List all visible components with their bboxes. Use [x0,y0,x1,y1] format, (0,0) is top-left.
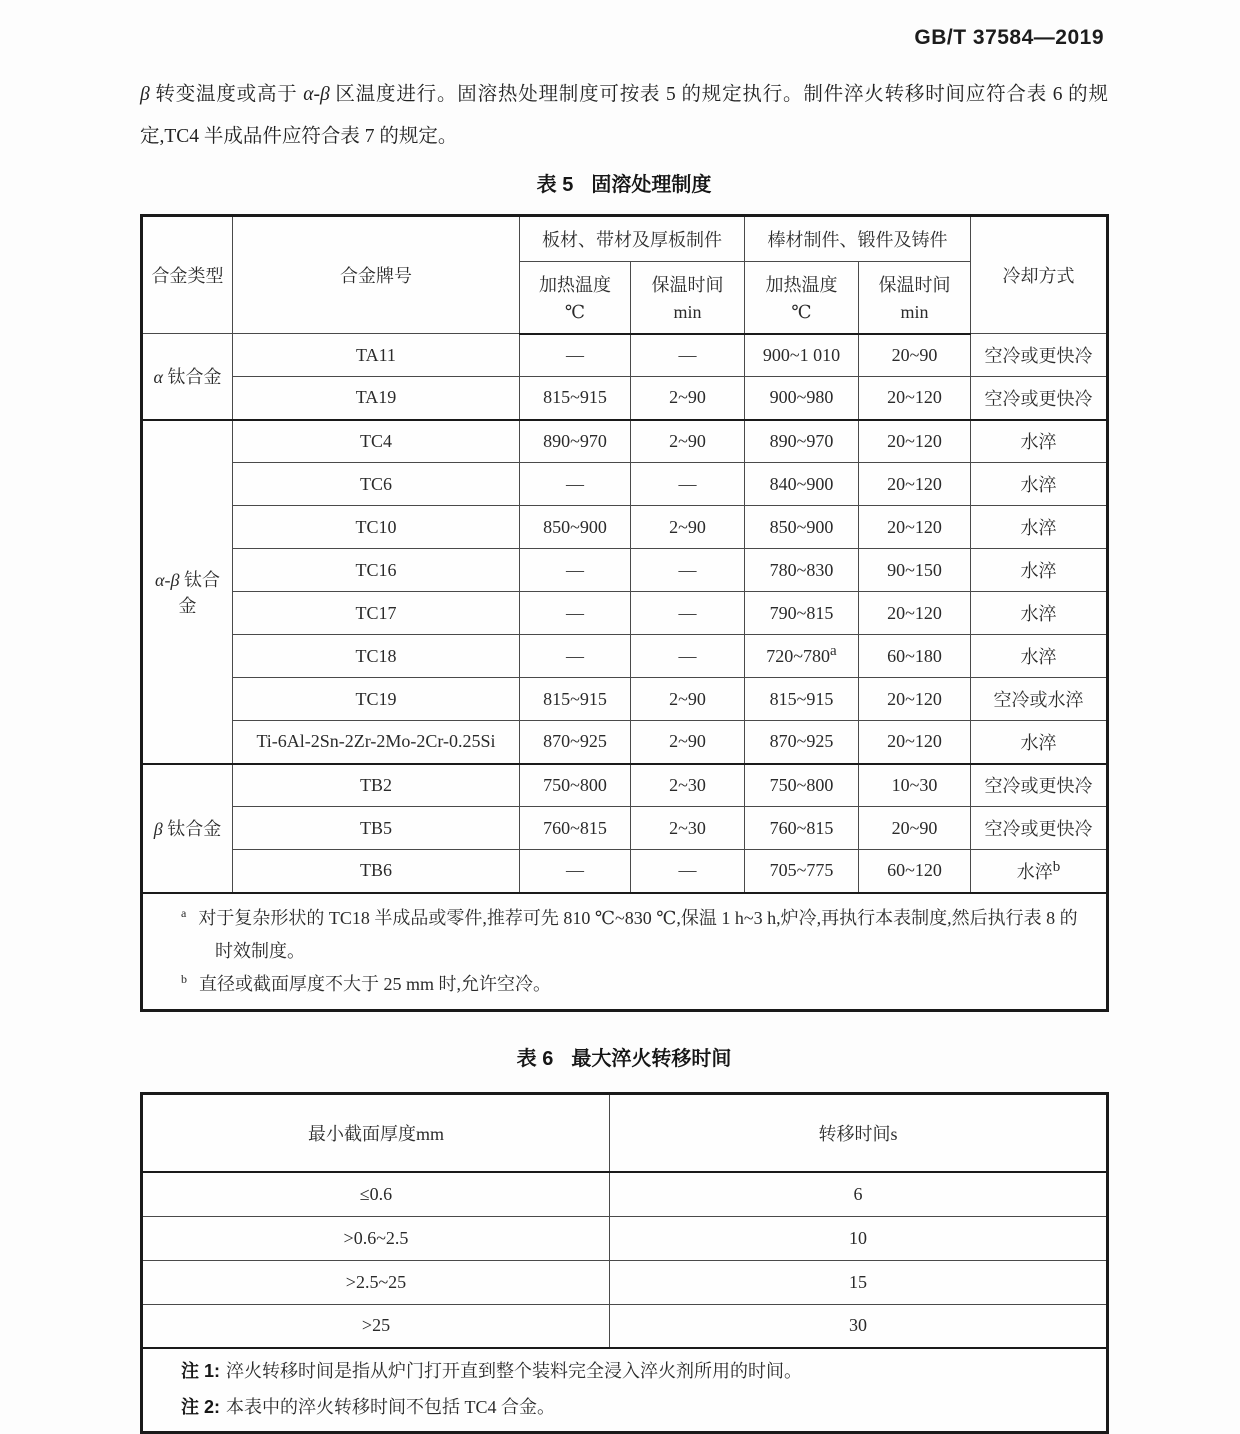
table5-row-tb2 [142,764,1108,807]
cell-bar-time: 20~120 [859,377,971,420]
cell-plate-temp: — [520,549,631,592]
cell-cooling: 水淬 [971,463,1108,506]
cell-plate-time: 2~30 [631,807,745,850]
header-label: 加热温度 [765,275,838,296]
table5-header [142,216,1108,334]
cell-bar-temp: 750~800 [745,764,859,807]
cell-cooling: 空冷或更快冷 [971,764,1108,807]
cell-time: 30 [610,1304,1108,1348]
table5-row-tc16 [142,549,1108,592]
cell-grade: Ti-6Al-2Sn-2Zr-2Mo-2Cr-0.25Si [233,721,520,764]
cell-bar-temp: 840~900 [745,463,859,506]
cell-time: 15 [610,1260,1108,1304]
footnote-a [143,902,1084,969]
cell-plate-time: — [631,549,745,592]
cell-grade: TC6 [233,463,520,506]
cell-grade: TB6 [233,850,520,893]
table5-row-tb5 [142,807,1108,850]
cell-plate-time: — [631,334,745,377]
cell-plate-temp: 760~815 [520,807,631,850]
cell-bar-temp: 890~970 [745,420,859,463]
table5-row-tc17 [142,592,1108,635]
table5-row-tc6 [142,463,1108,506]
table5-title-label: 表 5 [536,174,574,196]
cell-plate-temp: 870~925 [520,721,631,764]
group-symbol: β [153,819,163,839]
cell-cooling: 空冷或水淬 [971,678,1108,721]
cell-grade: TA19 [233,377,520,420]
group-name: 钛合金 [178,569,220,616]
header-unit: s [890,1124,898,1144]
table5-body [142,334,1108,1011]
footnote-b [143,968,1084,1001]
header-unit: mm [415,1124,444,1144]
header-label: 最小截面厚度 [307,1124,416,1144]
footnote-marker: b [181,972,187,987]
cell-plate-time: 2~90 [631,721,745,764]
cell-bar-temp: 780~830 [745,549,859,592]
cell-plate-temp: — [520,635,631,678]
header-label: 保温时间 [878,275,951,296]
beta-symbol: β [140,84,150,105]
table6-row [142,1216,1108,1260]
note-text: 本表中的淬火转移时间不包括 TC4 合金。 [226,1397,556,1417]
group-cell-beta [142,764,233,893]
footnote-marker-a: a [830,642,837,659]
table5-title [140,168,1108,197]
table6-quench-transfer-time [140,1092,1109,1434]
cell-plate-temp: — [520,463,631,506]
group-name: 钛合金 [162,819,222,839]
cell-plate-temp: 890~970 [520,420,631,463]
footnote-text: 直径或截面厚度不大于 25 mm 时,允许空冷。 [199,974,552,995]
cell-grade: TC18 [233,635,520,678]
cell-bar-time: 10~30 [859,764,971,807]
table6-row [142,1260,1108,1304]
cell-grade: TB2 [233,764,520,807]
cell-bar-temp: 760~815 [745,807,859,850]
cell-bar-time: 60~180 [859,635,971,678]
cell-cooling: 水淬 [971,592,1108,635]
group-cell-alpha-beta [142,420,233,764]
header-bar-heat-temp [745,262,859,334]
table5-row-ta11 [142,334,1108,377]
cell-time: 6 [610,1172,1108,1216]
header-unit: ℃ [791,302,812,323]
cell-bar-time: 20~120 [859,721,971,764]
table6-title-label: 表 6 [516,1048,554,1070]
table5-title-text: 固溶处理制度 [591,174,712,196]
cell-bar-temp: 850~900 [745,506,859,549]
header-min-thickness [142,1094,610,1173]
header-transfer-time [610,1094,1108,1173]
cell-cooling [971,850,1108,893]
group-name: 钛合金 [162,367,222,388]
table5-row-tc10 [142,506,1108,549]
cell-cooling: 水淬 [971,420,1108,463]
cell-plate-time: 2~90 [631,420,745,463]
footnote-text: 对于复杂形状的 TC18 半成品或零件,推荐可先 810 ℃~830 ℃,保温 1 h~3 h,炉冷,再执行本表制度,然后执行表 8 的时效制度。 [198,907,1078,961]
header-plate-heat-temp [520,262,631,334]
intro-text: 转变温度或高于 [149,84,304,105]
table5-row-ti6al [142,721,1108,764]
table5-solution-treatment [140,214,1109,1012]
cell-grade: TC16 [233,549,520,592]
cell-bar-temp: 790~815 [745,592,859,635]
cell-time: 10 [610,1216,1108,1260]
cell-cooling: 空冷或更快冷 [971,807,1108,850]
table6-notes-cell [142,1348,1108,1433]
cell-cooling: 水淬 [971,635,1108,678]
header-plate-hold-time [631,262,745,334]
table5-row-tc19 [142,678,1108,721]
table6-row [142,1172,1108,1216]
group-symbol: α [153,367,163,388]
cell-cooling: 空冷或更快冷 [971,334,1108,377]
cell-bar-temp: 900~1 010 [745,334,859,377]
cell-thickness: >25 [142,1304,610,1348]
table5-footnotes-cell [142,893,1108,1011]
cell-plate-temp: 850~900 [520,506,631,549]
group-symbol: α-β [155,569,180,590]
table6-title [140,1042,1108,1071]
header-unit: min [900,302,929,323]
header-label: 转移时间 [818,1124,891,1144]
standard-number: GB/T 37584—2019 [914,26,1104,49]
cell-cooling: 水淬 [971,549,1108,592]
cell-plate-temp: — [520,592,631,635]
cell-plate-temp: 815~915 [520,377,631,420]
cell-plate-time: — [631,635,745,678]
intro-text: 区温度进行。固溶热处理制度可按表 5 的规定执行。制件淬火转移时间应符合表 6 的规定,TC4 半成品件应符合表 7 的规定。 [140,84,1108,147]
cell-plate-temp: — [520,850,631,893]
table5-row-tc4 [142,420,1108,463]
cell-plate-time: — [631,850,745,893]
table6-header-row [142,1094,1108,1173]
cell-plate-temp: — [520,334,631,377]
cell-bar-time: 20~120 [859,463,971,506]
cell-bar-time: 20~90 [859,807,971,850]
table6-row [142,1304,1108,1348]
cell-cooling: 水淬 [971,721,1108,764]
footnote-marker: a [181,905,187,920]
cell-grade: TC10 [233,506,520,549]
note-2 [181,1389,1090,1425]
cell-bar-time: 20~120 [859,420,971,463]
cell-plate-time: 2~90 [631,678,745,721]
cell-bar-temp: 900~980 [745,377,859,420]
cell-bar-time: 20~120 [859,506,971,549]
cell-grade: TC17 [233,592,520,635]
table6-header [142,1094,1108,1173]
cell-value: 720~780 [766,645,831,666]
header-group-plate: 板材、带材及厚板制件 [520,216,745,262]
cell-plate-time: — [631,463,745,506]
cell-thickness: ≤0.6 [142,1172,610,1216]
table6-body [142,1172,1108,1433]
cell-plate-temp: 815~915 [520,678,631,721]
table5-footnotes-row [142,893,1108,1011]
table6-notes-row [142,1348,1108,1433]
header-group-bar: 棒材制件、锻件及铸件 [745,216,971,262]
cell-bar-temp [745,635,859,678]
header-label: 加热温度 [539,275,611,296]
header-alloy-type: 合金类型 [142,216,233,334]
cell-bar-time: 60~120 [859,850,971,893]
cell-plate-time: — [631,592,745,635]
group-cell-alpha [142,334,233,420]
footnote-marker-b: b [1052,858,1061,875]
cell-grade: TC19 [233,678,520,721]
cell-bar-time: 20~90 [859,334,971,377]
header-label: 保温时间 [651,275,724,296]
cell-cooling: 空冷或更快冷 [971,377,1108,420]
cell-thickness: >2.5~25 [142,1260,610,1304]
cell-plate-time: 2~30 [631,764,745,807]
cell-bar-time: 90~150 [859,549,971,592]
header-unit: min [673,302,702,323]
table5-row-ta19 [142,377,1108,420]
intro-paragraph [140,74,1108,158]
cell-bar-temp: 870~925 [745,721,859,764]
alpha-beta-symbol: α-β [303,84,330,105]
header-bar-hold-time [859,262,971,334]
cell-plate-temp: 750~800 [520,764,631,807]
header-grade: 合金牌号 [233,216,520,334]
cell-plate-time: 2~90 [631,377,745,420]
table5-row-tc18 [142,635,1108,678]
note-label: 注 1: [181,1361,221,1381]
cell-bar-time: 20~120 [859,678,971,721]
table5-row-tb6 [142,850,1108,893]
note-1 [181,1353,1090,1389]
header-unit: ℃ [564,302,586,323]
cell-grade: TA11 [233,334,520,377]
cell-grade: TB5 [233,807,520,850]
cell-thickness: >0.6~2.5 [142,1216,610,1260]
table6-title-text: 最大淬火转移时间 [571,1048,732,1070]
cell-grade: TC4 [233,420,520,463]
note-label: 注 2: [181,1397,221,1417]
cell-cooling: 水淬 [971,506,1108,549]
table5-header-group-row [142,216,1108,262]
header-cooling: 冷却方式 [971,216,1108,334]
cell-bar-temp: 815~915 [745,678,859,721]
cell-bar-time: 20~120 [859,592,971,635]
cell-value: 水淬 [1016,861,1053,882]
cell-plate-time: 2~90 [631,506,745,549]
cell-bar-temp: 705~775 [745,850,859,893]
note-text: 淬火转移时间是指从炉门打开直到整个装料完全浸入淬火剂所用的时间。 [226,1361,803,1381]
